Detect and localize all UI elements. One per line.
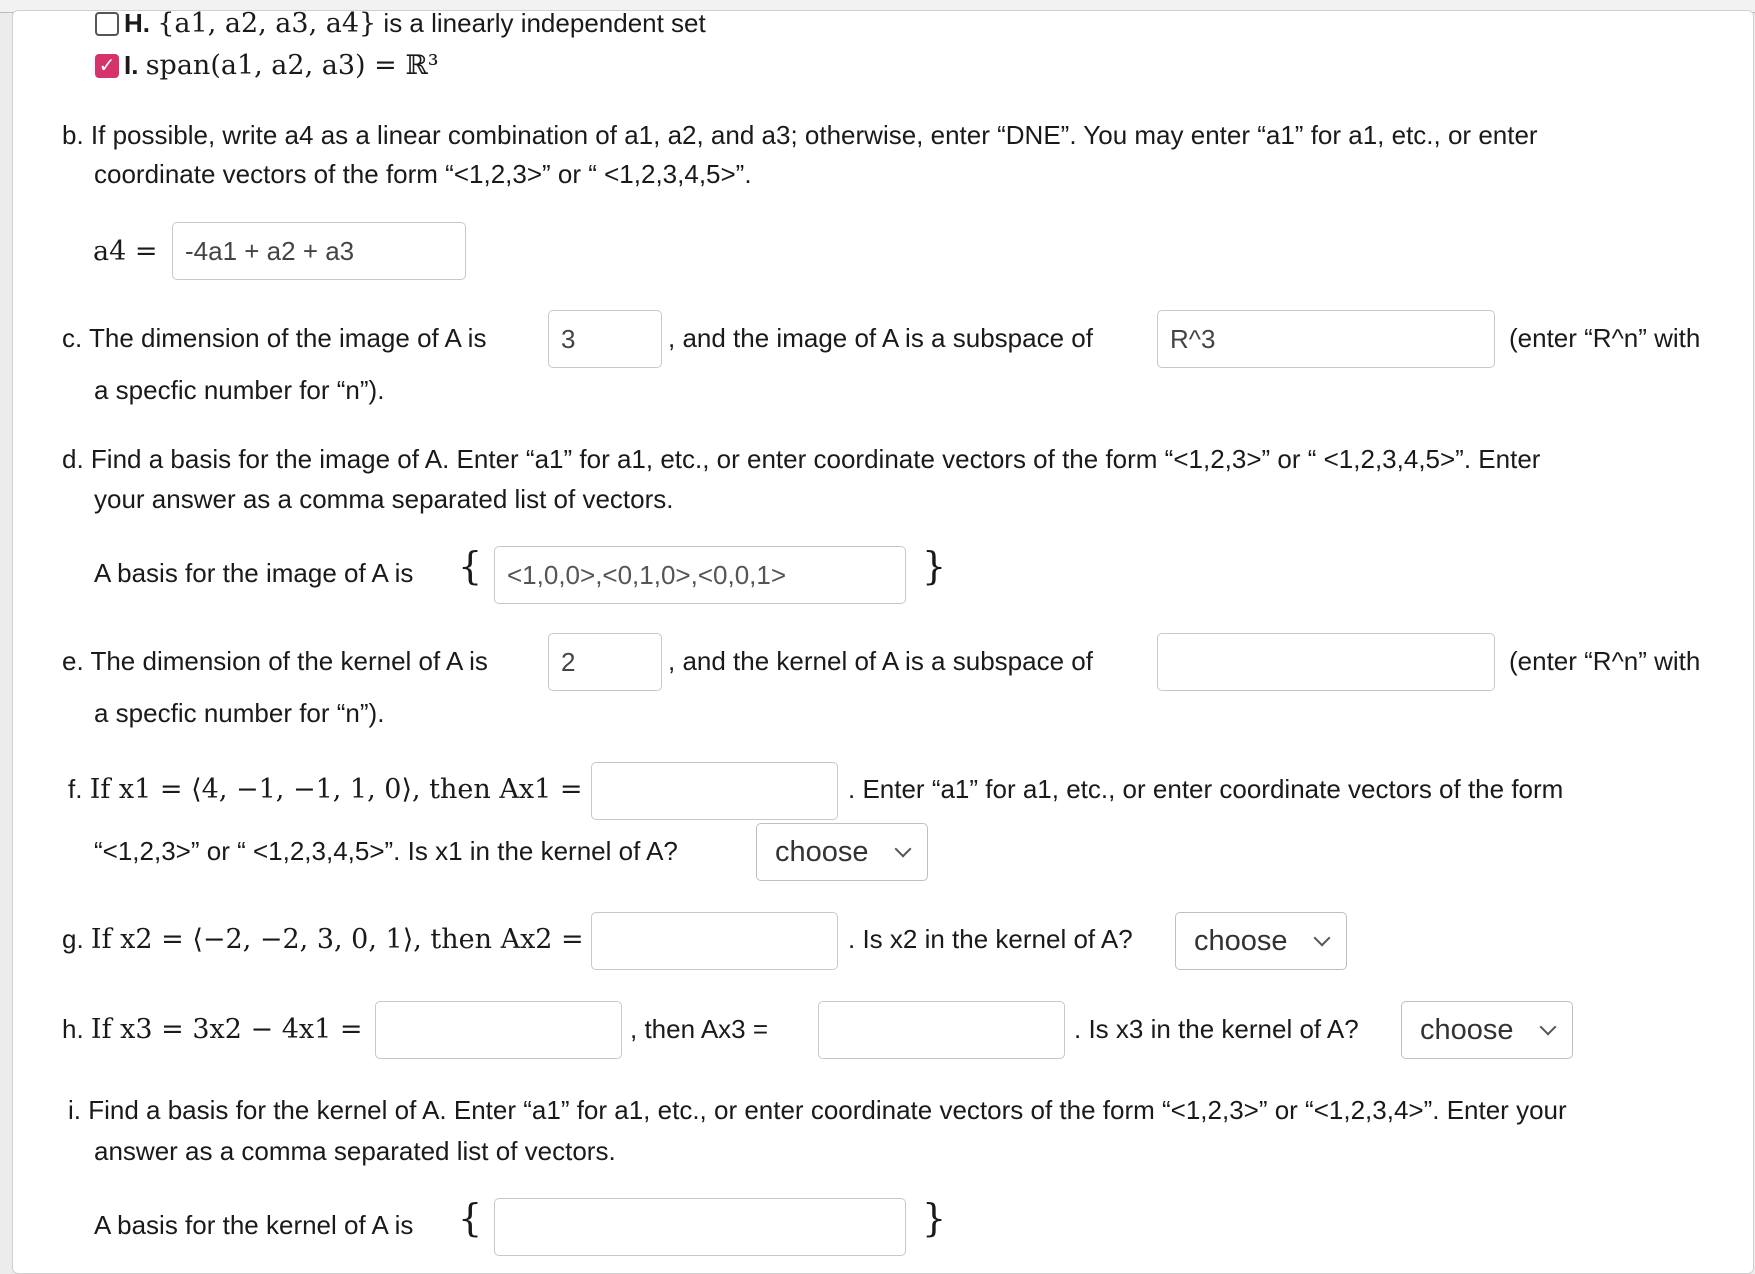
part-g-kernel-select[interactable] [1175,912,1347,970]
option-h-text [124,6,706,41]
part-d-open-brace: { [458,544,483,588]
option-h-letter: H. [124,8,150,38]
part-g-text1 [62,922,584,957]
option-h-checkbox[interactable] [95,12,119,36]
part-e-prompt: The dimension of the kernel of A is [90,646,488,676]
option-i-letter: I. [124,50,139,80]
chevron-down-icon [895,841,912,858]
part-e-space-input[interactable] [1157,633,1495,691]
part-f-answer-input[interactable] [591,762,838,820]
part-f-label: f. [68,774,83,804]
part-f-kernel-select[interactable] [756,823,928,881]
part-i-prompt: A basis for the kernel of A is [94,1210,414,1240]
option-i-text [124,48,439,83]
option-i-checkbox[interactable]: ✓ [95,54,119,78]
part-f-text2: . Enter “a1” for a1, etc., or enter coordinate vectors of the form [848,774,1564,804]
part-e-text2: , and the kernel of A is a subspace of [668,646,1093,676]
part-b-answer-input[interactable] [172,222,466,280]
part-d-line1 [62,442,1540,476]
part-f-text1 [68,772,582,807]
part-h-prompt: If x3 = 3x2 − 4x1 = [90,1014,363,1045]
part-c-dimension-input[interactable] [548,310,662,368]
part-d-text: Find a basis for the image of A. Enter “a1” for a1, etc., or enter coordinate vectors of the form “<1,2,3>” or “ <1,2,3,4,5>”. Enter [90,444,1541,474]
part-i-basis-input[interactable] [494,1198,906,1256]
part-f-select-value: choose [775,835,869,868]
part-c-text1 [62,321,486,355]
part-b-text: If possible, write a4 as a linear combination of a1, a2, and a3; otherwise, enter “DNE”. You may enter “a1” for a1, etc., or enter [90,120,1538,150]
part-c-text3: (enter “R^n” with [1509,323,1701,353]
part-d-line2: your answer as a comma separated list of vectors. [94,484,674,514]
part-e-text1 [62,644,488,678]
part-i-close-brace: } [922,1196,947,1240]
chevron-down-icon [1540,1019,1557,1036]
part-c-line2: a specfic number for “n”). [94,375,385,405]
part-e-label: e. [62,646,84,676]
part-c-text2: , and the image of A is a subspace of [668,323,1093,353]
part-h-x3-input[interactable] [375,1001,622,1059]
part-h-ax3-input[interactable] [818,1001,1065,1059]
part-i-line1 [68,1093,1567,1127]
part-i-text: Find a basis for the kernel of A. Enter “a1” for a1, etc., or enter coordinate vectors of the form “<1,2,3>” or “<1,2,3,4>”. Enter your [88,1095,1567,1125]
part-e-dimension-input[interactable] [548,633,662,691]
part-h-kernel-select[interactable] [1401,1001,1573,1059]
option-h-desc: is a linearly independent set [383,8,706,38]
part-h-text1 [62,1012,363,1047]
part-e-text3: (enter “R^n” with [1509,646,1701,676]
part-b-lhs: a4 = [93,236,158,267]
part-h-text3: . Is x3 in the kernel of A? [1074,1014,1359,1044]
part-i-open-brace: { [458,1196,483,1240]
part-c-prompt: The dimension of the image of A is [89,323,487,353]
part-g-label: g. [62,924,84,954]
part-i-line2: answer as a comma separated list of vectors. [94,1136,616,1166]
option-i-span: span(a1, a2, a3) = ℝ³ [145,50,439,81]
part-d-label: d. [62,444,84,474]
part-h-select-value: choose [1420,1013,1514,1046]
option-h-set: {a1, a2, a3, a4} [157,8,377,39]
part-b-line2: coordinate vectors of the form “<1,2,3>” or “ <1,2,3,4,5>”. [94,159,752,189]
part-g-prompt: If x2 = ⟨−2, −2, 3, 0, 1⟩, then Ax2 = [90,924,584,955]
part-d-close-brace: } [922,544,947,588]
chevron-down-icon [1314,930,1331,947]
part-d-basis-input[interactable] [494,546,906,604]
part-f-prompt: If x1 = ⟨4, −1, −1, 1, 0⟩, then Ax1 = [89,774,583,805]
part-f-line2: “<1,2,3>” or “ <1,2,3,4,5>”. Is x1 in the kernel of A? [94,836,678,866]
part-g-text2: . Is x2 in the kernel of A? [848,924,1133,954]
part-h-text2: , then Ax3 = [630,1014,769,1044]
part-i-label: i. [68,1095,81,1125]
part-b-line1 [62,118,1538,152]
part-c-space-input[interactable] [1157,310,1495,368]
part-h-label: h. [62,1014,84,1044]
part-d-prompt: A basis for the image of A is [94,558,414,588]
part-b-label: b. [62,120,84,150]
part-e-line2: a specfic number for “n”). [94,698,385,728]
part-g-answer-input[interactable] [591,912,838,970]
part-c-label: c. [62,323,83,353]
part-g-select-value: choose [1194,924,1288,957]
